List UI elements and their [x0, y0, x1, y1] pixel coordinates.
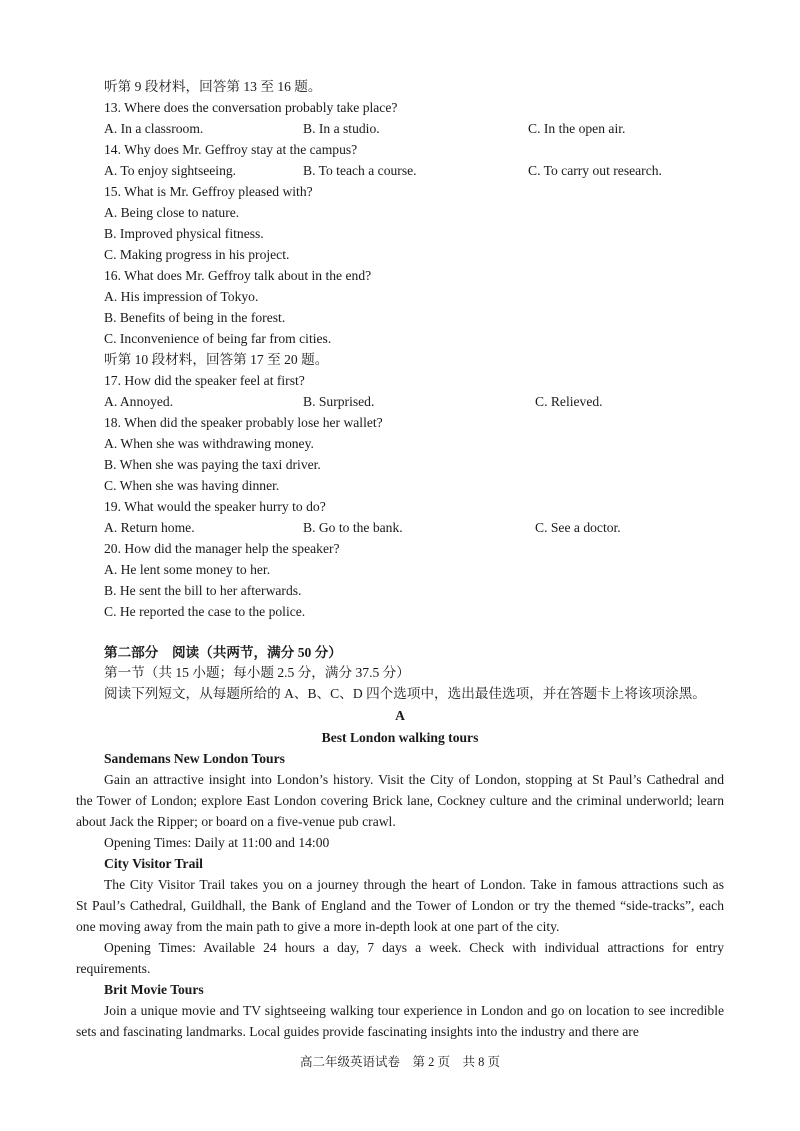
passage-letter: A — [395, 708, 405, 723]
option-a: A. He lent some money to her. — [104, 562, 271, 577]
option-b: B. Improved physical fitness. — [104, 226, 264, 241]
page-footer: 高二年级英语试卷 第 2 页 共 8 页 — [299, 1055, 500, 1069]
section-instruction: 听第 9 段材料，回答第 13 至 16 题。 — [104, 79, 322, 94]
tour-description: St Paul’s Cathedral, Guildhall, the Bank of England and the Tower of London or try the themed “side-tracks”, each — [76, 898, 724, 913]
option-c: C. In the open air. — [528, 121, 626, 136]
question-stem: 14. Why does Mr. Geffroy stay at the campus? — [104, 142, 358, 157]
tour-name: Brit Movie Tours — [104, 982, 204, 997]
tour-description: the Tower of London; explore East London covering Brick lane, Cockney culture and the criminal underworld; learn — [76, 793, 724, 808]
option-b: B. To teach a course. — [303, 163, 417, 178]
question-stem: 13. Where does the conversation probably take place? — [104, 100, 398, 115]
option-a: A. Being close to nature. — [104, 205, 240, 220]
option-b: B. Go to the bank. — [303, 520, 403, 535]
tour-description: Join a unique movie and TV sightseeing walking tour experience in London and go on location to see incredible — [104, 1003, 724, 1018]
tour-description: one moving away from the main path to give a more in-depth look at one part of the city. — [76, 919, 560, 934]
tour-name: Sandemans New London Tours — [104, 751, 285, 766]
option-a: A. Annoyed. — [104, 394, 174, 409]
option-b: B. He sent the bill to her afterwards. — [104, 583, 302, 598]
tour-description: Gain an attractive insight into London’s history. Visit the City of London, stopping at St Paul’s Cathedral and — [104, 772, 724, 787]
option-c: C. Inconvenience of being far from cities. — [104, 331, 332, 346]
option-b: B. Benefits of being in the forest. — [104, 310, 286, 325]
part-title: 第二部分 阅读（共两节，满分 50 分） — [104, 645, 342, 660]
option-b: B. When she was paying the taxi driver. — [104, 457, 321, 472]
question-stem: 19. What would the speaker hurry to do? — [104, 499, 326, 514]
option-a: A. His impression of Tokyo. — [104, 289, 259, 304]
option-c: C. See a doctor. — [535, 520, 621, 535]
question-stem: 18. When did the speaker probably lose her wallet? — [104, 415, 383, 430]
section-title: 第一节（共 15 小题；每小题 2.5 分，满分 37.5 分） — [104, 665, 410, 680]
question-stem: 17. How did the speaker feel at first? — [104, 373, 305, 388]
reading-instruction: 阅读下列短文，从每题所给的 A、B、C、D 四个选项中，选出最佳选项，并在答题卡上将该项涂黑。 — [104, 686, 706, 701]
option-c: C. Relieved. — [535, 394, 603, 409]
tour-description: about Jack the Ripper; or board on a five-venue pub crawl. — [76, 814, 396, 829]
option-c: C. Making progress in his project. — [104, 247, 290, 262]
opening-times: Opening Times: Available 24 hours a day, 7 days a week. Check with individual attractions for entry — [104, 940, 724, 955]
opening-times: requirements. — [76, 961, 151, 976]
option-a: A. When she was withdrawing money. — [104, 436, 314, 451]
question-stem: 20. How did the manager help the speaker? — [104, 541, 340, 556]
passage-title: Best London walking tours — [321, 730, 479, 745]
opening-times: Opening Times: Daily at 11:00 and 14:00 — [104, 835, 330, 850]
question-stem: 16. What does Mr. Geffroy talk about in the end? — [104, 268, 372, 283]
tour-name: City Visitor Trail — [104, 856, 203, 871]
option-a: A. In a classroom. — [104, 121, 204, 136]
option-c: C. He reported the case to the police. — [104, 604, 306, 619]
section-instruction: 听第 10 段材料，回答第 17 至 20 题。 — [104, 352, 329, 367]
option-b: B. Surprised. — [303, 394, 375, 409]
option-c: C. To carry out research. — [528, 163, 662, 178]
option-a: A. Return home. — [104, 520, 195, 535]
option-c: C. When she was having dinner. — [104, 478, 280, 493]
question-stem: 15. What is Mr. Geffroy pleased with? — [104, 184, 313, 199]
tour-description: The City Visitor Trail takes you on a journey through the heart of London. Take in famous attractions such as — [104, 877, 724, 892]
tour-description: sets and fascinating landmarks. Local guides provide fascinating insights into the industry and there are — [76, 1024, 639, 1039]
option-b: B. In a studio. — [303, 121, 380, 136]
option-a: A. To enjoy sightseeing. — [104, 163, 237, 178]
